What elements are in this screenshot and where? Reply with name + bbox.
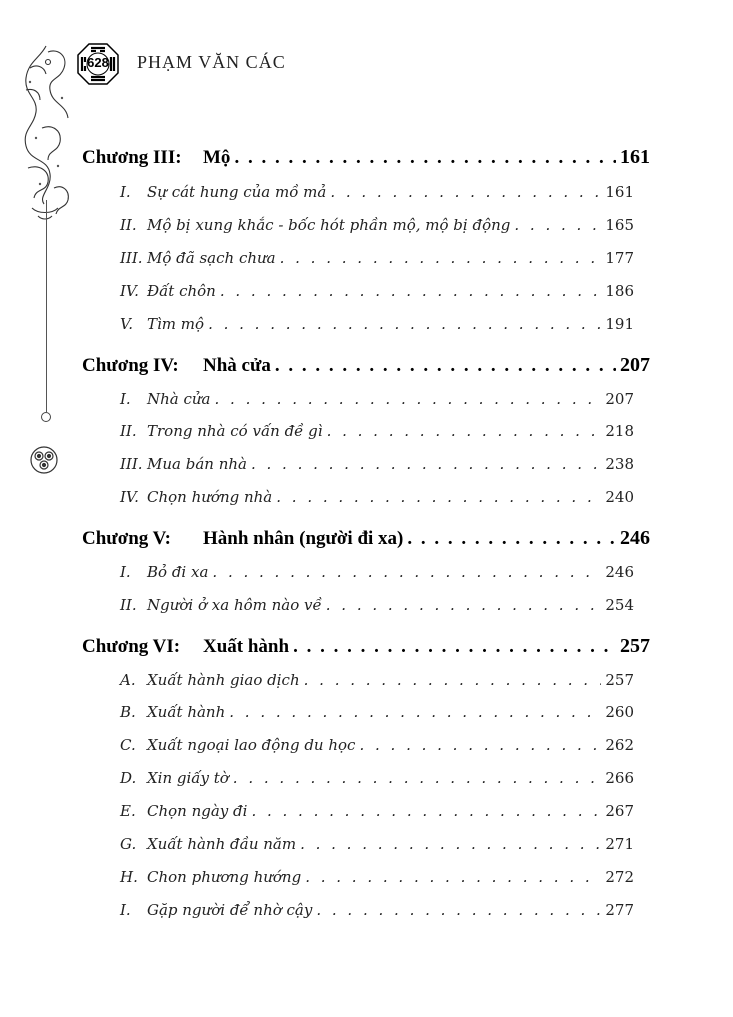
dot-leader xyxy=(300,835,601,853)
dot-leader xyxy=(212,563,601,581)
section-title: Chọn ngày đi xyxy=(147,802,248,820)
section-number: I. xyxy=(120,390,131,408)
section-title: Người ở xa hôm nào về xyxy=(147,596,322,614)
section-page: 207 xyxy=(605,390,634,408)
section-page: 257 xyxy=(605,671,634,689)
toc-section xyxy=(120,249,634,267)
toc-section xyxy=(120,390,634,408)
section-title: Mộ bị xung khắc - bốc hót phần mộ, mộ bị động xyxy=(147,216,511,234)
section-number: I. xyxy=(120,901,131,919)
section-number: B. xyxy=(120,703,136,721)
dot-leader xyxy=(305,868,601,886)
dot-leader xyxy=(293,636,616,658)
section-number: G. xyxy=(120,835,137,853)
section-number: A. xyxy=(120,671,136,689)
toc-section xyxy=(120,736,634,754)
running-head: PHẠM VĂN CÁC xyxy=(137,52,286,72)
section-page: 218 xyxy=(605,422,634,440)
toc-section xyxy=(120,455,634,473)
section-page: 240 xyxy=(605,488,634,506)
section-title: Xuất hành giao dịch xyxy=(147,671,300,689)
section-title: Sự cát hung của mồ mả xyxy=(147,183,327,201)
toc-chapter xyxy=(82,527,650,550)
dot-leader xyxy=(251,802,601,820)
section-number: II. xyxy=(120,216,137,234)
dot-leader xyxy=(220,282,602,300)
chapter-page: 257 xyxy=(620,635,650,657)
section-page: 177 xyxy=(605,249,634,267)
dot-leader xyxy=(280,249,602,267)
chapter-page: 246 xyxy=(620,527,650,549)
toc-section xyxy=(120,488,634,506)
section-page: 272 xyxy=(605,868,634,886)
section-number: III. xyxy=(120,249,143,267)
dot-leader xyxy=(327,422,602,440)
section-number: E. xyxy=(120,802,136,820)
section-number: D. xyxy=(120,769,137,787)
section-title: Trong nhà có vấn đề gì xyxy=(147,422,323,440)
dot-leader xyxy=(326,596,602,614)
section-number: IV. xyxy=(120,488,139,506)
section-title: Xuất hành đầu năm xyxy=(147,835,297,853)
chapter-title: Xuất hành xyxy=(203,636,290,657)
toc-section xyxy=(120,671,634,689)
dot-leader xyxy=(514,216,601,234)
section-number: C. xyxy=(120,736,136,754)
toc-section xyxy=(120,868,634,886)
dot-leader xyxy=(251,455,601,473)
dot-leader xyxy=(234,147,616,169)
toc-section xyxy=(120,703,634,721)
toc-section xyxy=(120,183,634,201)
toc-section xyxy=(120,802,634,820)
toc-section xyxy=(120,596,634,614)
chapter-label: Chương III: xyxy=(82,147,182,168)
toc-section xyxy=(120,835,634,853)
section-number: I. xyxy=(120,183,131,201)
dot-leader xyxy=(276,488,601,506)
section-page: 267 xyxy=(605,802,634,820)
section-page: 165 xyxy=(605,216,634,234)
section-title: Xuất hành xyxy=(147,703,226,721)
toc-section xyxy=(120,563,634,581)
section-title: Xuất ngoại lao động du học xyxy=(147,736,356,754)
section-title: Bỏ đi xa xyxy=(147,563,209,581)
toc-section xyxy=(120,315,634,333)
dot-leader xyxy=(359,736,601,754)
toc-section xyxy=(120,901,634,919)
chapter-label: Chương IV: xyxy=(82,355,179,376)
section-number: I. xyxy=(120,563,131,581)
chapter-label: Chương VI: xyxy=(82,636,181,657)
section-number: H. xyxy=(120,868,138,886)
chapter-title: Hành nhân (người đi xa) xyxy=(203,528,404,549)
toc-section xyxy=(120,282,634,300)
section-title: Đất chôn xyxy=(147,282,216,300)
page-number: 628 xyxy=(87,55,109,70)
section-page: 254 xyxy=(605,596,634,614)
section-title: Xin giấy tờ xyxy=(147,769,229,787)
section-page: 266 xyxy=(605,769,634,787)
dot-leader xyxy=(407,528,616,550)
section-number: II. xyxy=(120,422,137,440)
section-page: 277 xyxy=(605,901,634,919)
section-title: Gặp người để nhờ cậy xyxy=(147,901,313,919)
section-number: IV. xyxy=(120,282,139,300)
dot-leader xyxy=(304,671,602,689)
section-number: II. xyxy=(120,596,137,614)
dot-leader xyxy=(330,183,601,201)
chapter-label: Chương V: xyxy=(82,528,171,549)
chapter-title: Mộ xyxy=(203,147,231,168)
toc-section xyxy=(120,216,634,234)
dot-leader xyxy=(229,703,601,721)
section-page: 262 xyxy=(605,736,634,754)
dot-leader xyxy=(215,390,602,408)
section-page: 260 xyxy=(605,703,634,721)
chapter-page: 207 xyxy=(620,354,650,376)
section-title: Chon phương hướng xyxy=(147,868,302,886)
section-title: Mua bán nhà xyxy=(147,455,247,473)
toc-section xyxy=(120,422,634,440)
toc-chapter xyxy=(82,635,650,658)
dot-leader xyxy=(233,769,602,787)
toc-chapter xyxy=(82,146,650,169)
section-page: 191 xyxy=(605,315,634,333)
section-page: 161 xyxy=(605,183,634,201)
chapter-title: Nhà cửa xyxy=(203,355,271,376)
chapter-page: 161 xyxy=(620,146,650,168)
dot-leader xyxy=(208,315,601,333)
section-title: Tìm mộ xyxy=(147,315,205,333)
section-title: Mộ đã sạch chưa xyxy=(147,249,276,267)
toc-section xyxy=(120,769,634,787)
dot-leader xyxy=(316,901,601,919)
section-title: Chọn hướng nhà xyxy=(147,488,273,506)
section-number: III. xyxy=(120,455,143,473)
section-page: 271 xyxy=(605,835,634,853)
toc-chapter xyxy=(82,354,650,377)
section-number: V. xyxy=(120,315,133,333)
section-page: 238 xyxy=(605,455,634,473)
section-title: Nhà cửa xyxy=(147,390,211,408)
section-page: 186 xyxy=(605,282,634,300)
dot-leader xyxy=(275,355,616,377)
section-page: 246 xyxy=(605,563,634,581)
